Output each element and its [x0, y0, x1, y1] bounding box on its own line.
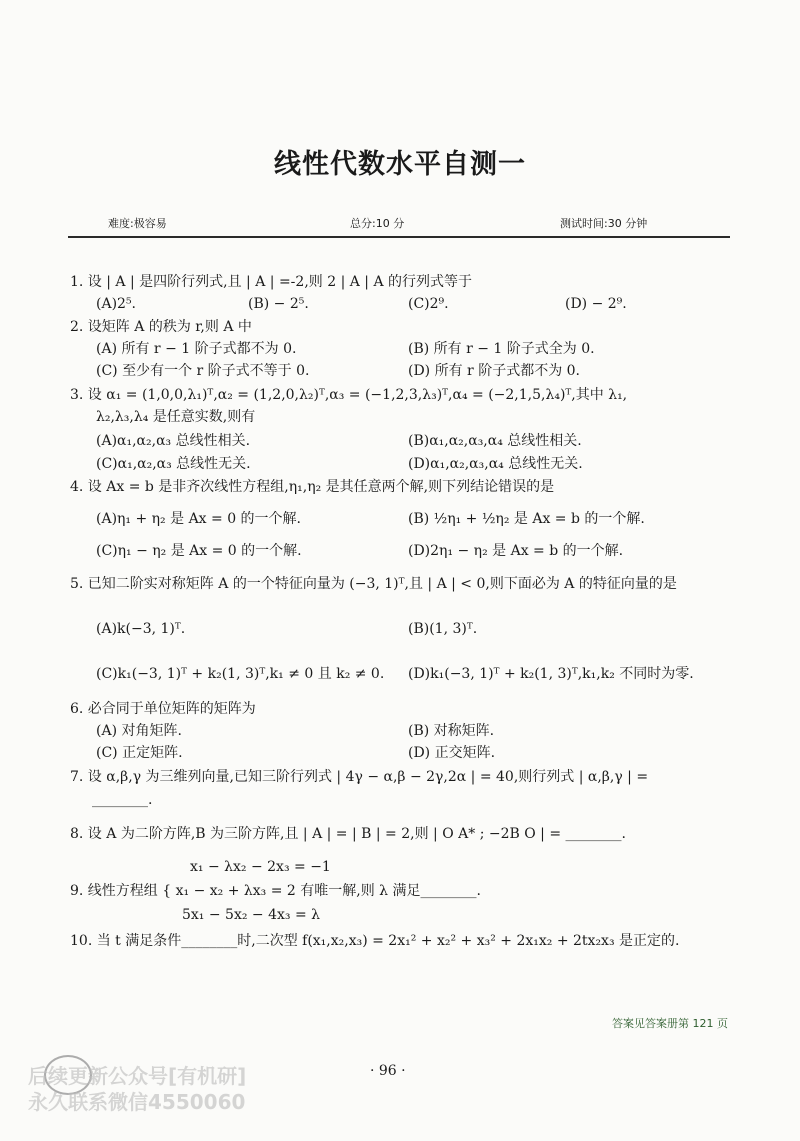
- watermark-line-1: 后续更新公众号[有机研]: [28, 1064, 247, 1088]
- question-9: 9. 线性方程组 { x₁ − x₂ + λx₃ = 2 有唯一解,则 λ 满足________.: [70, 883, 481, 899]
- question-4: 4. 设 Ax = b 是非齐次线性方程组,η₁,η₂ 是其任意两个解,则下列结论错误的是: [70, 479, 555, 495]
- question-6: 6. 必合同于单位矩阵的矩阵为: [70, 701, 256, 717]
- q7-answer-blank: ________.: [92, 792, 153, 808]
- q6-option-b: (B) 对称矩阵.: [408, 723, 495, 739]
- q6-option-a: (A) 对角矩阵.: [96, 723, 182, 739]
- watermark-line-2: 永久联系微信4550060: [28, 1090, 246, 1114]
- q3-option-c: (C)α₁,α₂,α₃ 总线性无关.: [96, 456, 251, 472]
- total-score-label: 总分:10 分: [350, 217, 405, 230]
- q5-option-a: (A)k(−3, 1)ᵀ.: [96, 621, 186, 637]
- q2-option-d: (D) 所有 r 阶子式都不为 0.: [408, 363, 580, 379]
- q3-option-b: (B)α₁,α₂,α₃,α₄ 总线性相关.: [408, 433, 582, 449]
- page-title: 线性代数水平自测一: [274, 149, 526, 180]
- q9-equation-3: 5x₁ − 5x₂ − 4x₃ = λ: [182, 907, 321, 923]
- q5-option-d: (D)k₁(−3, 1)ᵀ + k₂(1, 3)ᵀ,k₁,k₂ 不同时为零.: [408, 666, 694, 682]
- q1-option-a: (A)2⁵.: [96, 296, 137, 312]
- header-divider: [68, 236, 730, 238]
- test-time-label: 测试时间:30 分钟: [560, 217, 648, 230]
- q3-option-a: (A)α₁,α₂,α₃ 总线性相关.: [96, 433, 251, 449]
- q5-option-b: (B)(1, 3)ᵀ.: [408, 621, 478, 637]
- q1-option-c: (C)2⁹.: [408, 296, 449, 312]
- question-7: 7. 设 α,β,γ 为三维列向量,已知三阶行列式 | 4γ − α,β − 2γ,2α | = 40,则行列式 | α,β,γ | =: [70, 769, 649, 785]
- q3-option-d: (D)α₁,α₂,α₃,α₄ 总线性无关.: [408, 456, 583, 472]
- q3-continuation: λ₂,λ₃,λ₄ 是任意实数,则有: [96, 409, 256, 425]
- q2-option-b: (B) 所有 r − 1 阶子式全为 0.: [408, 341, 595, 357]
- question-8: 8. 设 A 为二阶方阵,B 为三阶方阵,且 | A | = | B | = 2,则 | O A* ; −2B O | = ________.: [70, 826, 626, 842]
- q1-option-d: (D) − 2⁹.: [565, 296, 627, 312]
- question-2: 2. 设矩阵 A 的秩为 r,则 A 中: [70, 319, 252, 335]
- q6-option-d: (D) 正交矩阵.: [408, 745, 496, 761]
- q5-option-c: (C)k₁(−3, 1)ᵀ + k₂(1, 3)ᵀ,k₁ ≠ 0 且 k₂ ≠ 0.: [96, 666, 385, 682]
- q6-option-c: (C) 正定矩阵.: [96, 745, 183, 761]
- page-number: · 96 ·: [370, 1063, 406, 1079]
- question-10: 10. 当 t 满足条件________时,二次型 f(x₁,x₂,x₃) = 2x₁² + x₂² + x₃² + 2x₁x₂ + 2tx₂x₃ 是正定的.: [70, 933, 680, 949]
- watermark: [28, 1063, 246, 1115]
- q2-option-a: (A) 所有 r − 1 阶子式都不为 0.: [96, 341, 297, 357]
- q9-equation-1: x₁ − λx₂ − 2x₃ = −1: [190, 859, 331, 875]
- q4-option-a: (A)η₁ + η₂ 是 Ax = 0 的一个解.: [96, 511, 302, 527]
- q4-option-b: (B) ½η₁ + ½η₂ 是 Ax = b 的一个解.: [408, 511, 645, 527]
- question-1: 1. 设 | A | 是四阶行列式,且 | A | =-2,则 2 | A | A 的行列式等于: [70, 274, 473, 290]
- q1-option-b: (B) − 2⁵.: [248, 296, 309, 312]
- q2-option-c: (C) 至少有一个 r 阶子式不等于 0.: [96, 363, 310, 379]
- q4-option-d: (D)2η₁ − η₂ 是 Ax = b 的一个解.: [408, 543, 624, 559]
- question-5: 5. 已知二阶实对称矩阵 A 的一个特征向量为 (−3, 1)ᵀ,且 | A | < 0,则下面必为 A 的特征向量的是: [70, 576, 677, 592]
- q4-option-c: (C)η₁ − η₂ 是 Ax = 0 的一个解.: [96, 543, 302, 559]
- difficulty-label: 难度:极容易: [108, 217, 167, 230]
- answer-reference: 答案见答案册第 121 页: [612, 1017, 728, 1030]
- question-3: 3. 设 α₁ = (1,0,0,λ₁)ᵀ,α₂ = (1,2,0,λ₂)ᵀ,α₃ = (−1,2,3,λ₃)ᵀ,α₄ = (−2,1,5,λ₄)ᵀ,其中 λ₁,: [70, 387, 628, 403]
